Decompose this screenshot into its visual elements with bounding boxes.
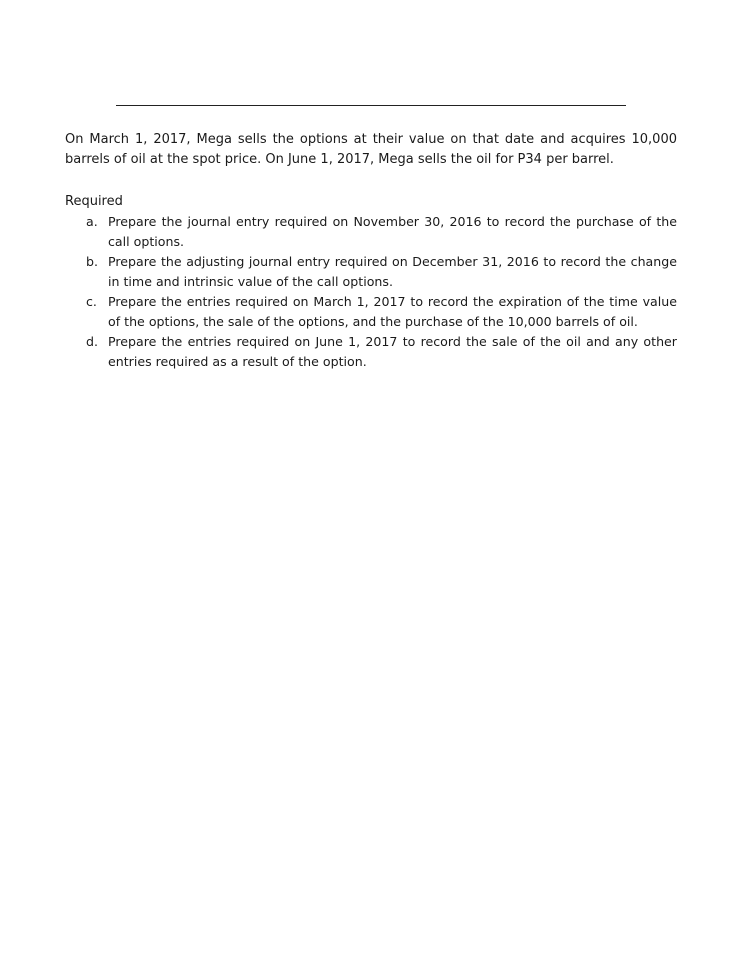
requirement-text: Prepare the adjusting journal entry required on December 31, 2016 to record the change in time and intrinsic value of the call options. (108, 254, 677, 289)
requirement-text: Prepare the entries required on March 1, 2017 to record the expiration of the time value of the options, the sale of the options, and the purchase of the 10,000 barrels of oil. (108, 294, 677, 329)
horizontal-rule (116, 105, 626, 106)
requirement-marker: d. (86, 334, 98, 349)
requirement-item-b (86, 252, 677, 291)
intro-paragraph: On March 1, 2017, Mega sells the options at their value on that date and acquires 10,000 barrels of oil at the spot price. On June 1, 2017, Mega sells the oil for P34 per barrel. (65, 132, 677, 167)
requirement-item-c (86, 292, 677, 331)
requirement-item-d (86, 332, 677, 371)
requirement-text: Prepare the journal entry required on November 30, 2016 to record the purchase of the call options. (108, 214, 677, 249)
required-heading: Required (65, 194, 123, 209)
requirement-marker: a. (86, 214, 98, 229)
requirement-marker: b. (86, 254, 98, 269)
requirement-marker: c. (86, 294, 97, 309)
requirement-text: Prepare the entries required on June 1, 2017 to record the sale of the oil and any other entries required as a result of the option. (108, 334, 677, 369)
requirement-item-a (86, 212, 677, 251)
requirements-list (86, 212, 677, 372)
